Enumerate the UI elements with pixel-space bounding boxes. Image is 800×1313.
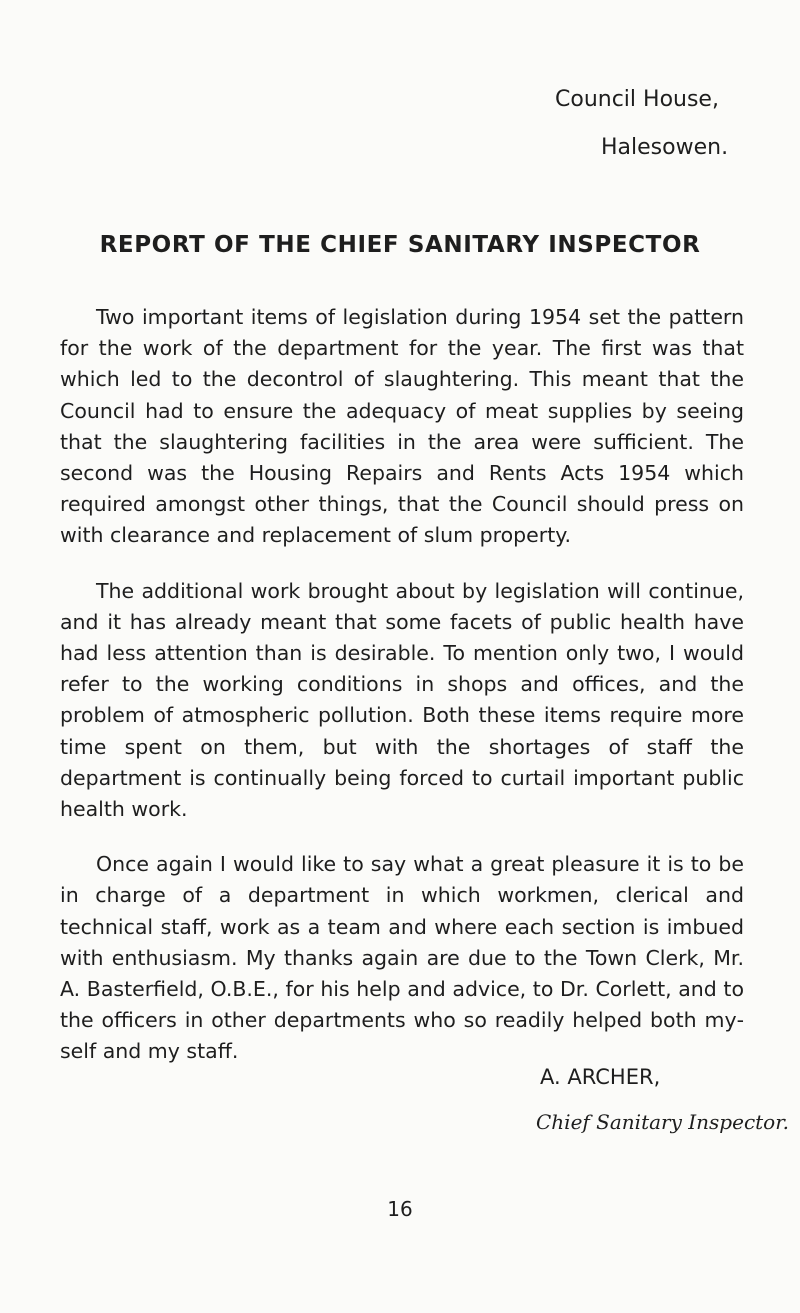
report-body [60,302,744,1092]
paragraph-additional-work: The additional work brought about by legislation will continue, and it has already meant that some facets of public health have had less attention than is desirable. To mention only two, I would refer to the working conditions in shops and offices, and the problem of atmospheric pollution. Both these items require more time spent on them, but with the shortages of staff the department is continually being forced to curtail important public health work. [60,578,744,822]
address-line-council-house: Council House, [555,87,719,112]
paragraph-legislation: Two important items of legislation during 1954 set the pattern for the work of the department for the year. The first was that which led to the decontrol of slaughtering. This meant that the Council had to ensure the adequacy of meat supplies by seeing that the slaughtering facilities in the area were sufficient. The second was the Housing Repairs and Rents Acts 1954 which required amongst other things, that the Council should press on with clearance and replacement of slum property. [60,305,744,548]
paragraph-thanks: Once again I would like to say what a great pleasure it is to be in charge of a department in which workmen, clerical and technical staff, work as a team and where each section is imbued with enthusiasm. My thanks again are due to the Town Clerk, Mr. A. Basterfield, O.B.E., for his help and advice, to Dr. Corlett, and to the officers in other departments who so readily helped both myself and my staff. [60,852,744,1064]
page-number: 16 [387,1197,413,1221]
address-line-halesowen: Halesowen. [601,135,729,160]
signer-title: Chief Sanitary Inspector. [536,1110,789,1134]
report-title: REPORT OF THE CHIEF SANITARY INSPECTOR [99,232,701,258]
signer-name: A. ARCHER, [540,1065,661,1089]
